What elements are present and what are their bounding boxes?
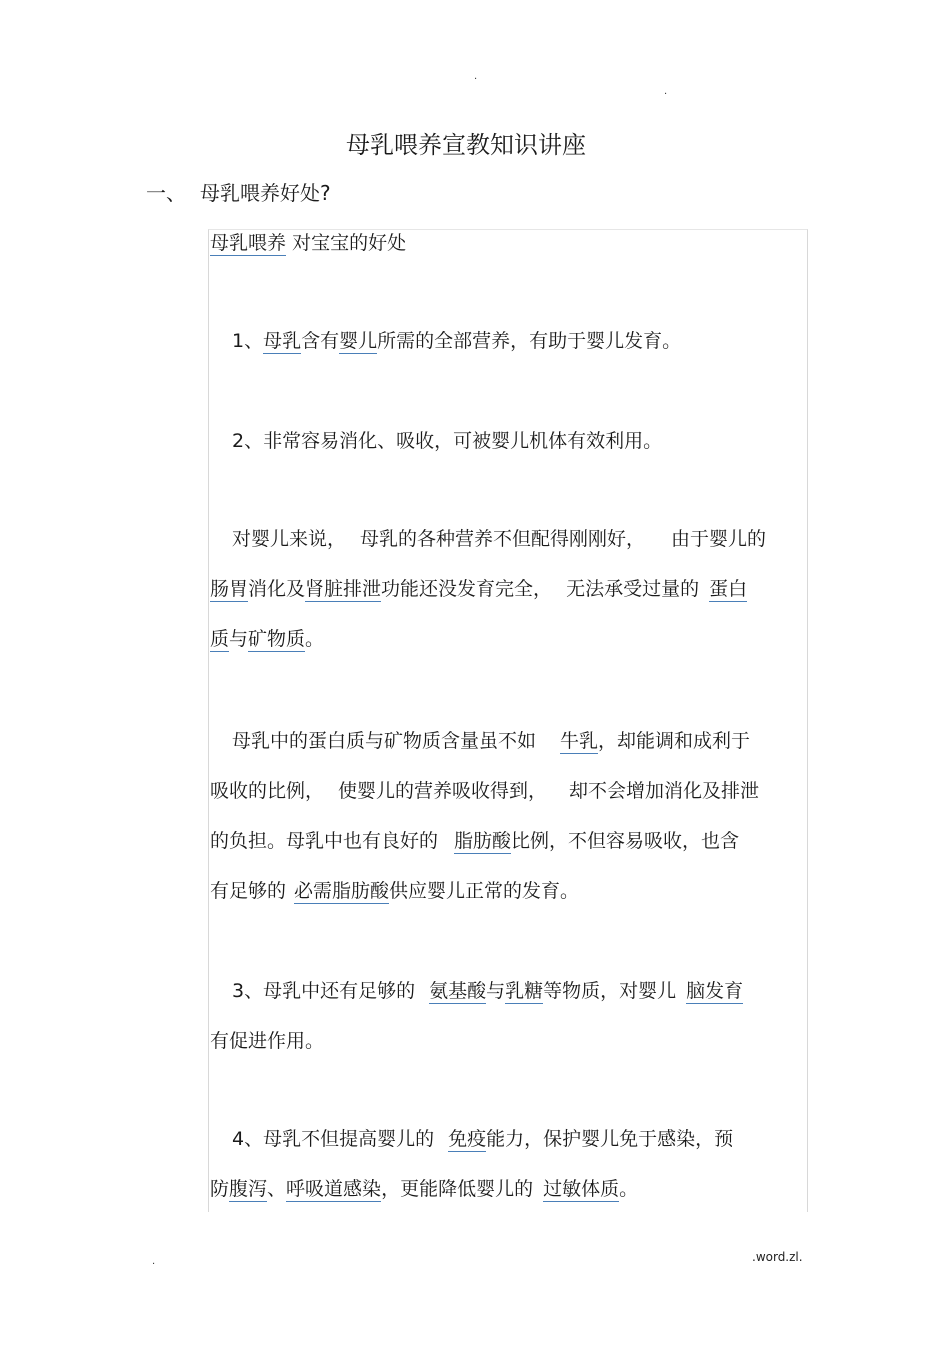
paragraph-2: [210, 416, 802, 466]
keyword-link[interactable]: 母乳喂养: [210, 232, 287, 254]
text-run: 与: [229, 628, 249, 650]
keyword-link[interactable]: 脑发育: [686, 980, 744, 1002]
text-line: [210, 866, 802, 916]
text-line: [210, 316, 802, 366]
paragraph-6: [210, 1114, 802, 1214]
keyword-link[interactable]: 蛋白: [709, 578, 748, 600]
text-run: 的负担。母乳中也有良好的: [210, 830, 439, 852]
text-line: [210, 766, 802, 816]
keyword-link[interactable]: 必需脂肪酸: [294, 880, 390, 902]
keyword-link[interactable]: 免疫: [448, 1128, 487, 1150]
text-run: 对婴儿来说，: [232, 528, 347, 550]
text-run: 使婴儿的营养吸收得到，: [338, 780, 548, 802]
text-line: [210, 716, 802, 766]
text-line: [210, 514, 802, 564]
text-run: 4、母乳不但提高婴儿的: [232, 1128, 435, 1150]
text-run: 含有: [301, 330, 340, 352]
text-run: 消化及: [248, 578, 306, 600]
text-run: 无法承受过量的: [566, 578, 700, 600]
text-run: 母乳中的蛋白质与矿物质含量虽不如: [232, 730, 537, 752]
keyword-link[interactable]: 母乳: [263, 330, 302, 352]
text-run: ，却能调和成利于: [598, 730, 751, 752]
text-run: 防: [210, 1178, 230, 1200]
text-line: [210, 614, 802, 664]
text-run: 母乳的各种营养不但配得刚刚好，: [360, 528, 646, 550]
text-line: 2、非常容易消化、吸收，可被婴儿机体有效利用。: [232, 430, 663, 452]
keyword-link[interactable]: 肾脏排泄: [305, 578, 382, 600]
heading-text: 对宝宝的好处: [292, 232, 407, 254]
keyword-link[interactable]: 矿物质: [248, 628, 306, 650]
text-line: 有促进作用。: [210, 1030, 325, 1052]
text-run: 。: [619, 1178, 639, 1200]
keyword-link[interactable]: 牛乳: [560, 730, 599, 752]
text-run: 由于婴儿的: [671, 528, 767, 550]
text-line: [210, 816, 802, 866]
document-title: 母乳喂养宣教知识讲座: [346, 131, 586, 159]
paragraph-1: [210, 316, 802, 366]
keyword-link[interactable]: 过敏体质: [543, 1178, 620, 1200]
text-run: 吸收的比例，: [210, 780, 325, 802]
header-dot: .: [664, 86, 668, 97]
text-line: [210, 1164, 802, 1214]
paragraph-3: [210, 514, 802, 664]
keyword-link[interactable]: 呼吸道感染: [286, 1178, 382, 1200]
text-line: [210, 564, 802, 614]
text-run: 3、母乳中还有足够的: [232, 980, 416, 1002]
keyword-link[interactable]: 肠胃: [210, 578, 249, 600]
section-number: 一、: [146, 181, 186, 205]
text-run: 供应婴儿正常的发育。: [389, 880, 580, 902]
text-run: 有足够的: [210, 880, 287, 902]
text-run: 等物质，对婴儿: [543, 980, 677, 1002]
keyword-link[interactable]: 腹泻: [229, 1178, 268, 1200]
text-run: 与: [486, 980, 506, 1002]
text-line: [210, 966, 802, 1016]
keyword-link[interactable]: 乳糖: [505, 980, 544, 1002]
section-title: 母乳喂养好处?: [200, 181, 331, 205]
text-run: 功能还没发育完全，: [381, 578, 553, 600]
keyword-link[interactable]: 氨基酸: [429, 980, 487, 1002]
header-dot: .: [474, 71, 478, 82]
text-run: ，更能降低婴儿的: [381, 1178, 534, 1200]
keyword-link[interactable]: 婴儿: [339, 330, 378, 352]
text-run: 比例，不但容易吸收，也含: [511, 830, 740, 852]
keyword-link[interactable]: 脂肪酸: [454, 830, 512, 852]
footer-dot: .: [152, 1256, 156, 1267]
footer-text: .word.zl.: [752, 1250, 803, 1264]
text-run: 能力，保护婴儿免于感染，预: [486, 1128, 734, 1150]
box-heading: [210, 228, 406, 258]
text-line: [210, 1114, 802, 1164]
text-run: 所需的全部营养，有助于婴儿发育。: [377, 330, 682, 352]
keyword-link[interactable]: 质: [210, 628, 230, 650]
text-run: 1、: [232, 330, 264, 352]
text-run: 、: [267, 1178, 287, 1200]
text-run: 。: [305, 628, 325, 650]
paragraph-5: [210, 966, 802, 1066]
paragraph-4: [210, 716, 802, 916]
text-run: 却不会增加消化及排泄: [569, 780, 760, 802]
